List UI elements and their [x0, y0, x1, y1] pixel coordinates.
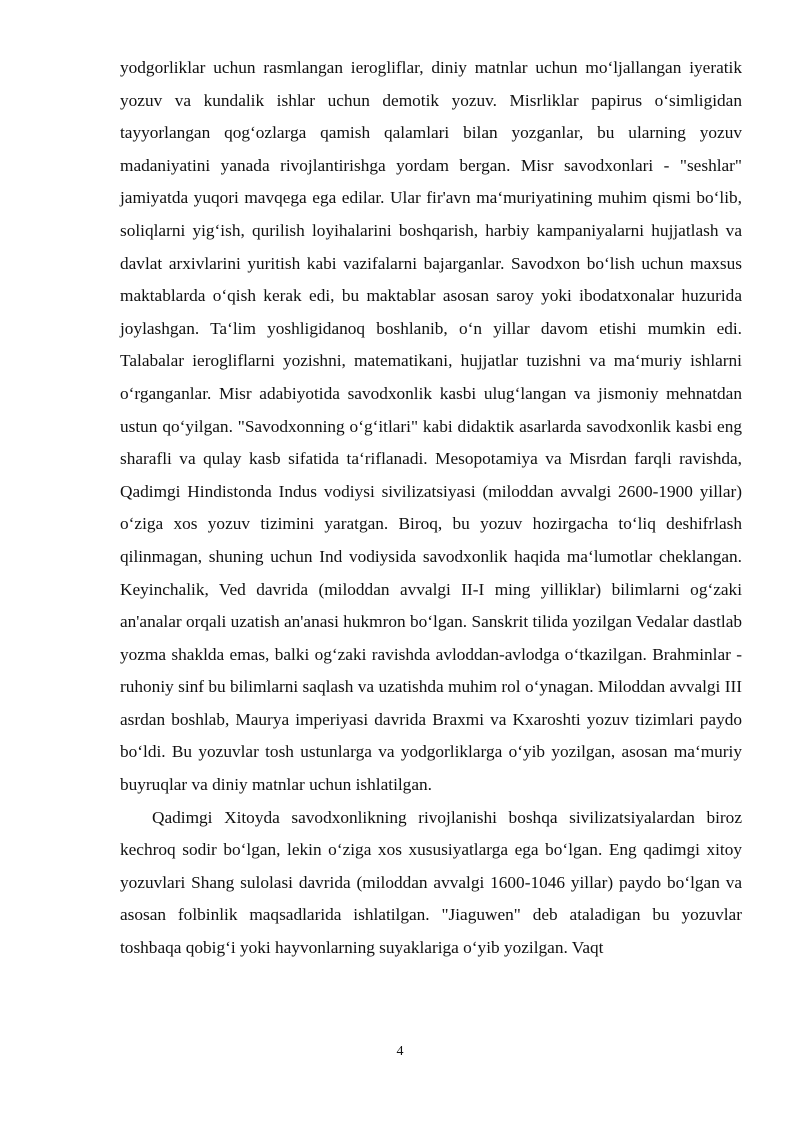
body-text — [120, 52, 742, 965]
paragraph: Qadimgi Xitoyda savodxonlikning rivojlanishi boshqa sivilizatsiyalardan biroz kechroq sodir boʻlgan, lekin oʻziga xos xususiyatlarga ega boʻlgan. Eng qadimgi xitoy yozuvlari Shang sulolasi davrida (miloddan avvalgi 1600-1046 yillar) paydo boʻlgan va asosan folbinlik maqsadlarida ishlatilgan. "Jiaguwen" deb ataladigan bu yozuvlar toshbaqa qobigʻi yoki hayvonlarning suyaklariga oʻyib yozilgan. Vaqt — [120, 807, 742, 958]
paragraph: yodgorliklar uchun rasmlangan ierogliflar, diniy matnlar uchun moʻljallangan iyeratik yozuv va kundalik ishlar uchun demotik yozuv. Misrliklar papirus oʻsimligidan tayyorlangan qogʻozlarga qamish qalamlari bilan yozganlar, bu ularning yozuv madaniyatini yanada rivojlantirishga yordam bergan. Misr savodxonlari - "seshlar" jamiyatda yuqori mavqega ega edilar. Ular fir'avn maʻmuriyatining muhim qismi boʻlib, soliqlarni yigʻish, qurilish loyihalarini boshqarish, harbiy kampaniyalarni hujjatlash va davlat arxivlarini yuritish kabi vazifalarni bajarganlar. Savodxon boʻlish uchun maxsus maktablarda oʻqish kerak edi, bu maktablar asosan saroy yoki ibodatxonalar huzurida joylashgan. Taʻlim yoshligidanoq boshlanib, oʻn yillar davom etishi mumkin edi. Talabalar ierogliflarni yozishni, matematikani, hujjatlar tuzishni va maʻmuriy ishlarni oʻrganganlar. Misr adabiyotida savodxonlik kasbi ulugʻlangan va jismoniy mehnatdan ustun qoʻyilgan. "Savodxonning oʻgʻitlari" kabi didaktik asarlarda savodxonlik kasbi eng sharafli va qulay kasb sifatida taʻriflanadi. Mesopotamiya va Misrdan farqli ravishda, Qadimgi Hindistonda Indus vodiysi sivilizatsiyasi (miloddan avvalgi 2600-1900 yillar) oʻziga xos yozuv tizimini yaratgan. Biroq, bu yozuv hozirgacha toʻliq deshifrlash qilinmagan, shuning uchun Ind vodiysida savodxonlik haqida maʻlumotlar cheklangan. Keyinchalik, Ved davrida (miloddan avvalgi II-I ming yilliklar) bilimlarni ogʻzaki an'analar orqali uzatish an'anasi hukmron boʻlgan. Sanskrit tilida yozilgan Vedalar dastlab yozma shaklda emas, balki ogʻzaki ravishda avloddan-avlodga oʻtkazilgan. Brahminlar - ruhoniy sinf bu bilimlarni saqlash va uzatishda muhim rol oʻynagan. Miloddan avvalgi III asrdan boshlab, Maurya imperiyasi davrida Braxmi va Kxaroshti yozuv tizimlari paydo boʻldi. Bu yozuvlar tosh ustunlarga va yodgorliklarga oʻyib yozilgan, asosan maʻmuriy buyruqlar va diniy matnlar uchun ishlatilgan. — [120, 58, 742, 795]
page-number: 4 — [396, 1044, 404, 1059]
